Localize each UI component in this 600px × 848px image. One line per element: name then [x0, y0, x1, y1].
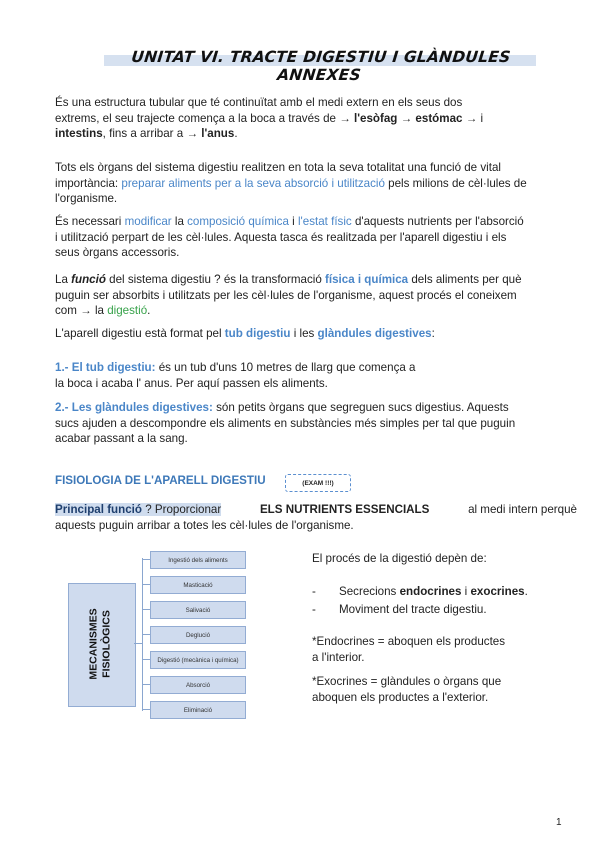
diagram-item: Ingestió dels aliments — [150, 551, 246, 569]
principal-function: Principal funció ? Proporcionar ELS NUTRIENTS ESSENCIALS al medi intern perquè aquests puguin arribar a totes les cèl·lules de l'organisme. — [55, 503, 577, 532]
endocrines-note: *Endocrines = aboquen els productes a l'interior. — [312, 635, 506, 664]
section-heading: FISIOLOGIA DE L'APARELL DIGESTIU — [55, 474, 266, 487]
paragraph-organs: Tots els òrgans del sistema digestiu realitzen en tota la seva totalitat una funció de vital importància: preparar aliments per a la seva absorció i utilització pels milions de cèl·lules de l'organisme. — [55, 161, 527, 205]
paragraph-tub-digestiu: 1.- El tub digestiu: és un tub d'uns 10 metres de llarg que comença a la boca i acaba l' anus. Per aquí passen els aliments. — [55, 361, 416, 390]
diagram-branch-connector — [142, 609, 150, 610]
diagram-item: Eliminació — [150, 701, 246, 719]
paragraph-composition: L'aparell digestiu està format pel tub digestiu i les glàndules digestives: — [55, 327, 435, 340]
page-number: 1 — [556, 817, 562, 828]
diagram-item: Deglució — [150, 626, 246, 644]
right-intro: El procés de la digestió depèn de: — [312, 552, 487, 565]
paragraph-modify: És necessari modificar la composició química i l'estat físic d'aquests nutrients per l'absorció i utilització perpart de les cèl·lules. Aquesta tasca és realitzada per l'aparell digestiu i els seus òrgans accessoris. — [55, 215, 524, 259]
diagram-branch-connector — [142, 559, 150, 560]
diagram-branch-connector — [142, 659, 150, 660]
diagram-item: Masticació — [150, 576, 246, 594]
intro-paragraph — [55, 95, 545, 142]
paragraph-glandules: 2.- Les glàndules digestives: són petits òrgans que segreguen sucs digestius. Aquests sucs ajuden a descompondre els aliments en substàncies més simples per tal que puguin acabar passant a la sang. — [55, 401, 516, 445]
exam-badge: (EXAM !!!) — [285, 474, 351, 492]
diagram-branch-connector — [142, 709, 150, 710]
intro-line-3: intestins, fins a arribar a → l'anus. — [55, 127, 238, 140]
bullet-secrecions: Secrecions endocrines i exocrines. — [339, 585, 528, 598]
intro-line-1: És una estructura tubular que té continuïtat amb el medi extern en els seus dos — [55, 96, 463, 109]
exocrines-note: *Exocrines = glàndules o òrgans que aboquen els productes a l'exterior. — [312, 675, 502, 704]
diagram-branch-connector — [142, 684, 150, 685]
diagram-connector — [134, 643, 142, 644]
intro-line-2: extrems, el seu trajecte comença a la boca a través de → l'esòfag → estómac → i — [55, 111, 484, 125]
page-title: UNITAT VI. TRACTE DIGESTIU I GLÀNDULES ANNEXES — [130, 48, 512, 84]
bullet-moviment: Moviment del tracte digestiu. — [339, 603, 487, 616]
diagram-item: Absorció — [150, 676, 246, 694]
diagram-item: Digestió (mecànica i química) — [150, 651, 246, 669]
diagram-item: Salivació — [150, 601, 246, 619]
bullet-dash: - — [312, 585, 316, 598]
bullet-dash: - — [312, 603, 316, 616]
diagram-root-label: MECANISMES FISIOLÒGICS — [88, 608, 113, 680]
diagram-branch-connector — [142, 584, 150, 585]
diagram-branch-connector — [142, 634, 150, 635]
paragraph-function: La funció del sistema digestiu ? és la transformació física i química dels aliments per què puguin ser absorbits i utilitzats per les cèl·lules de l'organisme, aquest procés el coneixem com → la digestió. — [55, 273, 522, 317]
